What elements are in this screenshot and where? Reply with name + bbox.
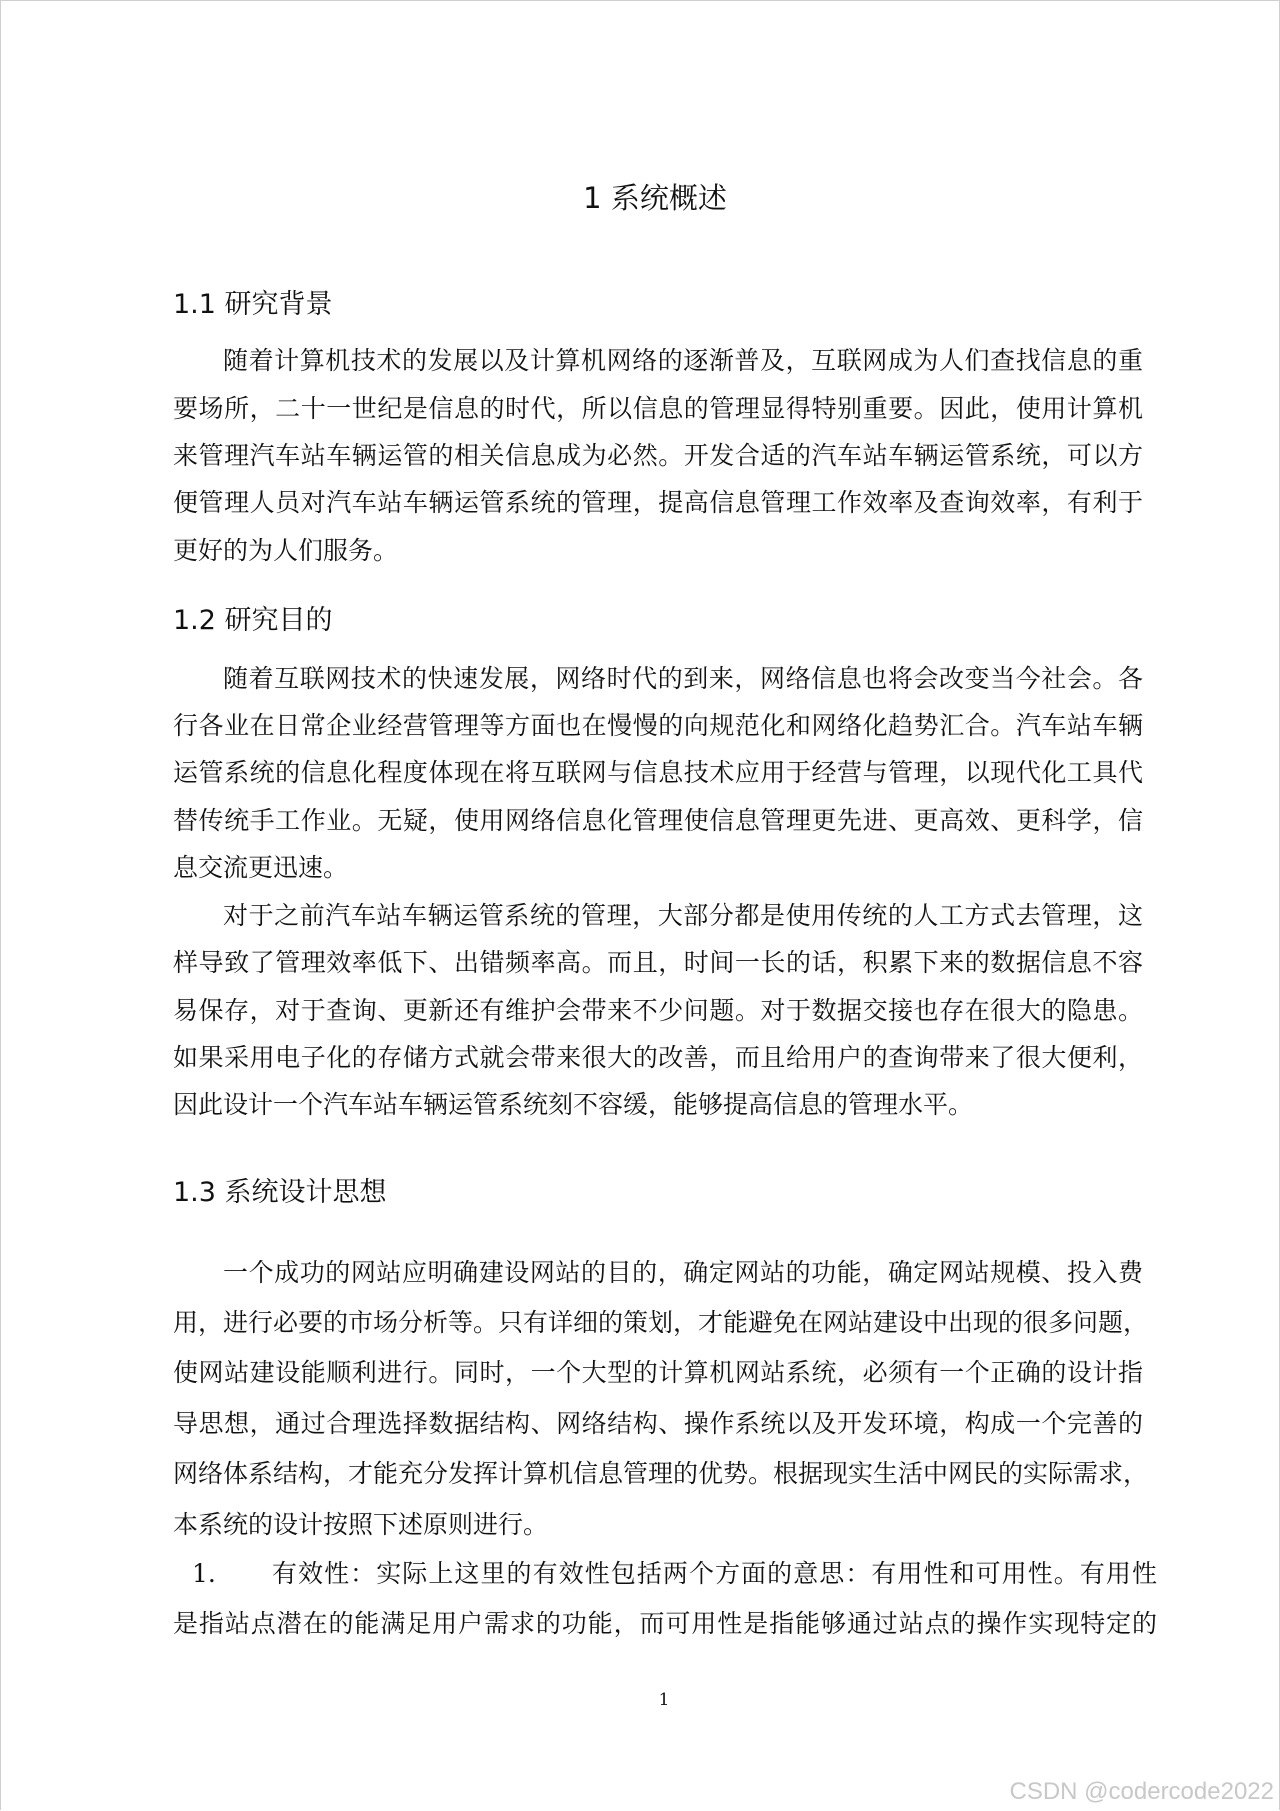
paragraph-line: 行各业在日常企业经营管理等方面也在慢慢的向规范化和网络化趋势汇合。汽车站车辆 <box>173 711 1143 740</box>
paragraph-line: 来管理汽车站车辆运管的相关信息成为必然。开发合适的汽车站车辆运管系统，可以方 <box>173 441 1143 470</box>
paragraph-line: 一个成功的网站应明确建设网站的目的，确定网站的功能，确定网站规模、投入费 <box>223 1258 1143 1287</box>
list-item-line: 是指站点潜在的能满足用户需求的功能，而可用性是指能够通过站点的操作实现特定的 <box>173 1609 1157 1638</box>
paragraph-line: 对于之前汽车站车辆运管系统的管理，大部分都是使用传统的人工方式去管理，这 <box>223 901 1143 930</box>
paragraph-line: 导思想，通过合理选择数据结构、网络结构、操作系统以及开发环境，构成一个完善的 <box>173 1409 1143 1438</box>
paragraph-line: 要场所，二十一世纪是信息的时代，所以信息的管理显得特别重要。因此，使用计算机 <box>173 394 1143 423</box>
section-heading-1-2: 1.2 研究目的 <box>173 605 333 636</box>
section-heading-1-3: 1.3 系统设计思想 <box>173 1177 387 1208</box>
paragraph-line: 更好的为人们服务。 <box>173 536 399 565</box>
paragraph-line: 使网站建设能顺利进行。同时，一个大型的计算机网站系统，必须有一个正确的设计指 <box>173 1358 1143 1387</box>
list-item-line: 有效性：实际上这里的有效性包括两个方面的意思：有用性和可用性。有用性 <box>272 1559 1157 1588</box>
paragraph-line: 随着互联网技术的快速发展，网络时代的到来，网络信息也将会改变当今社会。各 <box>223 664 1143 693</box>
chapter-title: 1 系统概述 <box>583 181 727 215</box>
page-number: 1 <box>658 1690 670 1710</box>
paragraph-line: 样导致了管理效率低下、出错频率高。而且，时间一长的话，积累下来的数据信息不容 <box>173 948 1143 977</box>
paragraph-line: 运管系统的信息化程度体现在将互联网与信息技术应用于经营与管理，以现代化工具代 <box>173 758 1143 787</box>
paragraph-line: 如果采用电子化的存储方式就会带来很大的改善，而且给用户的查询带来了很大便利， <box>173 1043 1143 1072</box>
watermark: CSDN @codercode2022 <box>1009 1778 1274 1805</box>
paragraph-line: 因此设计一个汽车站车辆运管系统刻不容缓，能够提高信息的管理水平。 <box>173 1090 974 1119</box>
paragraph-line: 用，进行必要的市场分析等。只有详细的策划，才能避免在网站建设中出现的很多问题， <box>173 1308 1149 1337</box>
paragraph-line: 替传统手工作业。无疑，使用网络信息化管理使信息管理更先进、更高效、更科学，信 <box>173 806 1143 835</box>
paragraph-line: 网络体系结构，才能充分发挥计算机信息管理的优势。根据现实生活中网民的实际需求， <box>173 1459 1149 1488</box>
paragraph-line: 便管理人员对汽车站车辆运管系统的管理，提高信息管理工作效率及查询效率，有利于 <box>173 488 1143 517</box>
paragraph-line: 随着计算机技术的发展以及计算机网络的逐渐普及，互联网成为人们查找信息的重 <box>223 346 1143 375</box>
list-item-number: 1. <box>192 1559 216 1588</box>
paragraph-line: 易保存，对于查询、更新还有维护会带来不少问题。对于数据交接也存在很大的隐患。 <box>173 996 1143 1025</box>
section-heading-1-1: 1.1 研究背景 <box>173 289 333 320</box>
paragraph-line: 本系统的设计按照下述原则进行。 <box>173 1510 549 1539</box>
paragraph-line: 息交流更迅速。 <box>173 853 349 882</box>
